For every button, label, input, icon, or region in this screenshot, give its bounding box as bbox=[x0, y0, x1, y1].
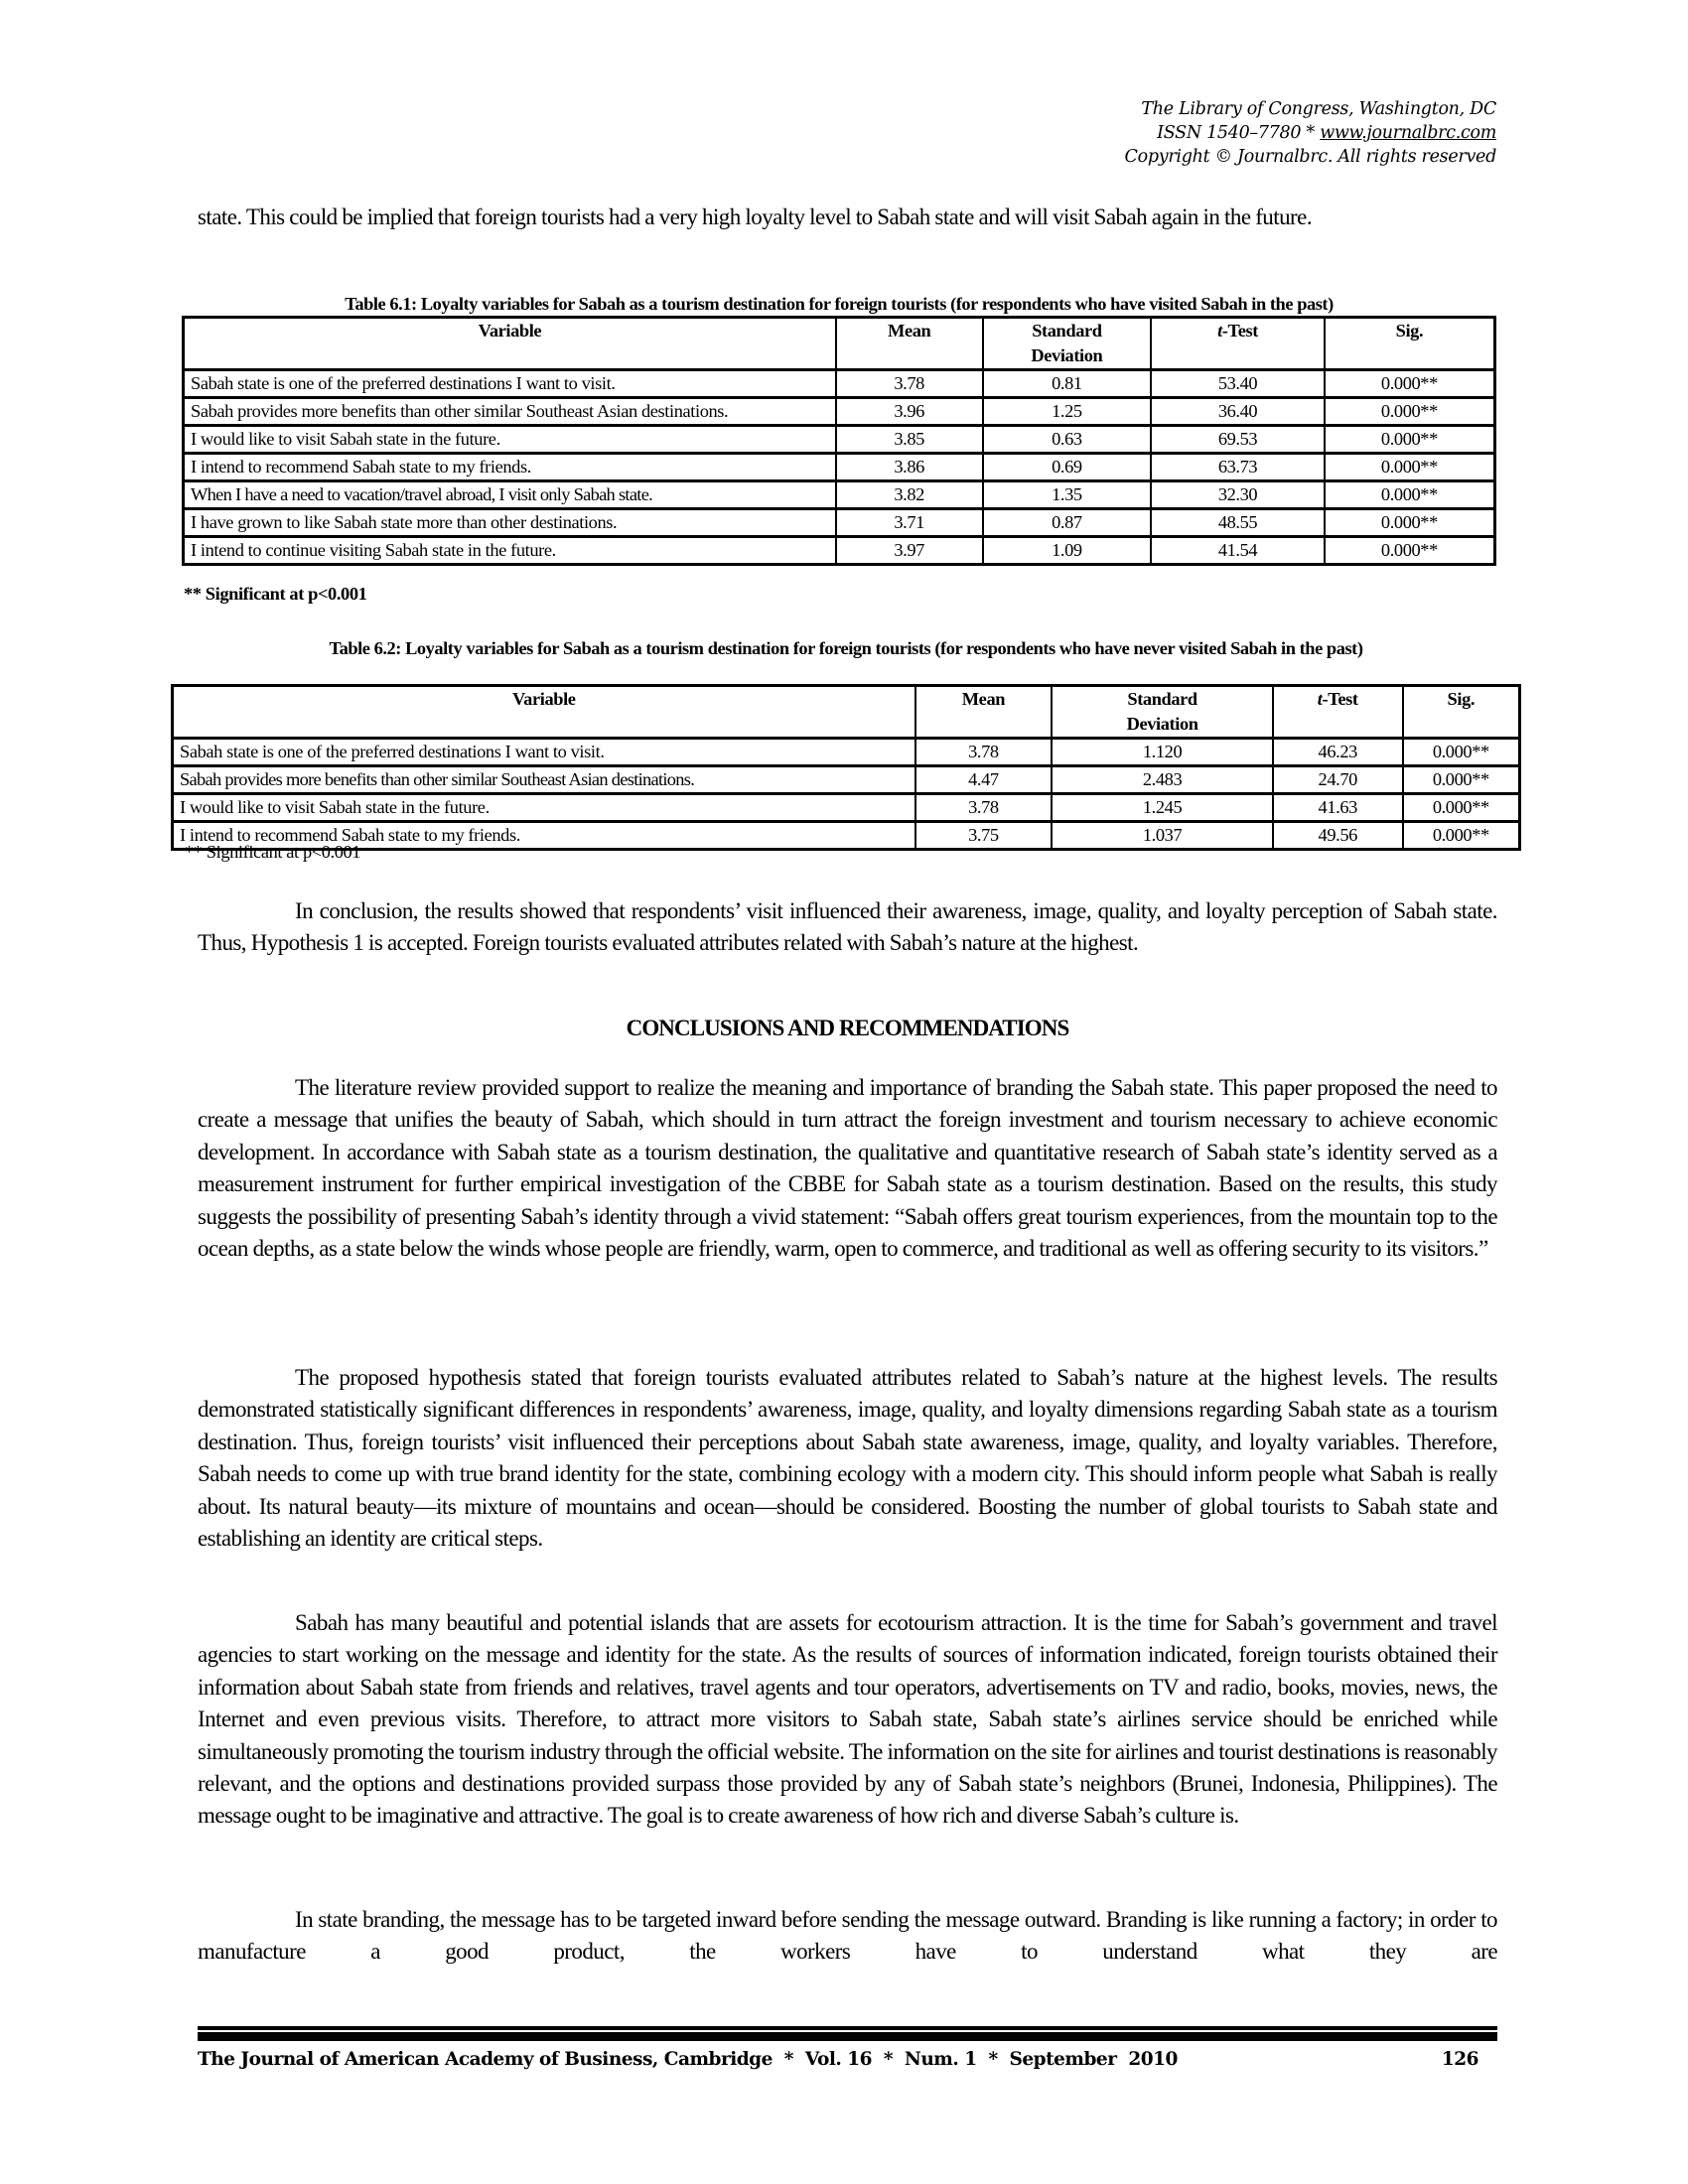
cell-t: 53.40 bbox=[1151, 370, 1325, 398]
body-paragraph-2-block bbox=[198, 1362, 1497, 1555]
table-6-1-caption: Table 6.1: Loyalty variables for Sabah as a tourism destination for foreign tourists (for respondents who have visited Sabah in the past) bbox=[345, 294, 1334, 314]
header-variable: Variable bbox=[173, 686, 915, 739]
body-paragraph: The proposed hypothesis stated that foreign tourists evaluated attributes related to Sabah’s nature at the highest levels. The results demonstrated statistically significant differences in respondents’ awareness, image, quality, and loyalty dimensions regarding Sabah state as a tourism destination. Thus, foreign tourists’ visit influenced their perceptions about Sabah state awareness, image, quality, and loyalty variables. Therefore, Sabah needs to come up with true brand identity for the state, combining ecology with a modern city. This should inform people what Sabah is really about. Its natural beauty—its mixture of mountains and ocean—should be considered. Boosting the number of global tourists to Sabah state and establishing an identity are critical steps. bbox=[198, 1365, 1497, 1552]
cell-variable: Sabah provides more benefits than other similar Southeast Asian destinations. bbox=[184, 398, 836, 426]
cell-sd: 0.69 bbox=[983, 454, 1152, 481]
table-header-row bbox=[184, 318, 1495, 370]
intro-paragraph: state. This could be implied that foreign tourists had a very high loyalty level to Sabah state and will visit Sabah again in the future. bbox=[198, 205, 1313, 229]
table-row bbox=[184, 398, 1495, 426]
cell-variable: Sabah provides more benefits than other similar Southeast Asian destinations. bbox=[173, 766, 915, 794]
cell-sd: 0.63 bbox=[983, 426, 1152, 454]
cell-sd: 2.483 bbox=[1052, 766, 1273, 794]
cell-mean: 3.71 bbox=[836, 509, 983, 537]
cell-mean: 3.96 bbox=[836, 398, 983, 426]
cell-variable: I would like to visit Sabah state in the future. bbox=[184, 426, 836, 454]
cell-t: 41.54 bbox=[1151, 537, 1325, 565]
cell-sig: 0.000** bbox=[1403, 766, 1520, 794]
journal-website-link[interactable]: www.journalbrc.com bbox=[1320, 123, 1496, 143]
cell-variable: I would like to visit Sabah state in the future. bbox=[173, 794, 915, 822]
cell-variable: Sabah state is one of the preferred destinations I want to visit. bbox=[184, 370, 836, 398]
header-sig: Sig. bbox=[1403, 686, 1520, 739]
header-standard-deviation: Standard Deviation bbox=[983, 318, 1152, 370]
cell-sd: 1.09 bbox=[983, 537, 1152, 565]
table-row bbox=[184, 537, 1495, 565]
table-6-1 bbox=[182, 316, 1496, 566]
body-paragraph: In state branding, the message has to be targeted inward before sending the message outward. Branding is like running a factory; in order to manufacture a good product, the workers have to understand what they are bbox=[198, 1907, 1497, 1965]
cell-sig: 0.000** bbox=[1325, 481, 1495, 509]
table-6-2-caption: Table 6.2: Loyalty variables for Sabah as a tourism destination for foreign tourists (for respondents who have never visited Sabah in the past) bbox=[329, 638, 1363, 658]
cell-mean: 3.85 bbox=[836, 426, 983, 454]
table-header-row bbox=[173, 686, 1520, 739]
running-head-line2 bbox=[1125, 121, 1496, 145]
cell-variable: I intend to continue visiting Sabah state in the future. bbox=[184, 537, 836, 565]
cell-mean: 3.78 bbox=[915, 794, 1053, 822]
cell-sig: 0.000** bbox=[1325, 370, 1495, 398]
running-head-line3: Copyright © Journalbrc. All rights reserved bbox=[1124, 147, 1496, 167]
header-t-test: t-Test bbox=[1273, 686, 1403, 739]
section-heading: CONCLUSIONS AND RECOMMENDATIONS bbox=[626, 1016, 1069, 1040]
cell-sd: 1.037 bbox=[1052, 822, 1273, 850]
header-mean: Mean bbox=[915, 686, 1053, 739]
cell-t: 32.30 bbox=[1151, 481, 1325, 509]
cell-sig: 0.000** bbox=[1325, 426, 1495, 454]
cell-mean: 4.47 bbox=[915, 766, 1053, 794]
cell-t: 69.53 bbox=[1151, 426, 1325, 454]
cell-sig: 0.000** bbox=[1325, 454, 1495, 481]
cell-sd: 1.35 bbox=[983, 481, 1152, 509]
cell-mean: 3.86 bbox=[836, 454, 983, 481]
cell-sig: 0.000** bbox=[1403, 822, 1520, 850]
body-paragraph-3-block bbox=[198, 1607, 1497, 1833]
cell-sig: 0.000** bbox=[1325, 509, 1495, 537]
header-sig: Sig. bbox=[1325, 318, 1495, 370]
cell-t: 63.73 bbox=[1151, 454, 1325, 481]
page-number: 126 bbox=[1441, 2049, 1478, 2070]
cell-sig: 0.000** bbox=[1403, 794, 1520, 822]
table-row bbox=[173, 766, 1520, 794]
cell-sd: 1.25 bbox=[983, 398, 1152, 426]
cell-t: 36.40 bbox=[1151, 398, 1325, 426]
cell-mean: 3.78 bbox=[836, 370, 983, 398]
cell-sd: 1.245 bbox=[1052, 794, 1273, 822]
header-variable: Variable bbox=[184, 318, 836, 370]
page-footer bbox=[198, 2049, 1478, 2070]
table-6-2-significance-note: ** Significant at p<0.001 bbox=[185, 842, 361, 862]
cell-sd: 0.87 bbox=[983, 509, 1152, 537]
conclusion-paragraph-block bbox=[198, 895, 1497, 960]
cell-variable: I have grown to like Sabah state more than other destinations. bbox=[184, 509, 836, 537]
header-mean: Mean bbox=[836, 318, 983, 370]
cell-t: 48.55 bbox=[1151, 509, 1325, 537]
footer-journal-citation: The Journal of American Academy of Business, Cambridge * Vol. 16 * Num. 1 * September 2010 bbox=[198, 2049, 1178, 2070]
running-head bbox=[1125, 97, 1496, 169]
cell-sig: 0.000** bbox=[1325, 398, 1495, 426]
cell-t: 24.70 bbox=[1273, 766, 1403, 794]
footer-rule-thin bbox=[198, 2026, 1497, 2030]
cell-variable: I intend to recommend Sabah state to my friends. bbox=[173, 822, 915, 850]
table-row bbox=[173, 822, 1520, 850]
cell-sig: 0.000** bbox=[1325, 537, 1495, 565]
cell-sd: 0.81 bbox=[983, 370, 1152, 398]
cell-variable: When I have a need to vacation/travel abroad, I visit only Sabah state. bbox=[184, 481, 836, 509]
table-row bbox=[184, 454, 1495, 481]
footer-rule-thick bbox=[198, 2032, 1497, 2041]
cell-variable: I intend to recommend Sabah state to my friends. bbox=[184, 454, 836, 481]
header-standard-deviation: Standard Deviation bbox=[1052, 686, 1273, 739]
table-row bbox=[173, 739, 1520, 766]
cell-t: 41.63 bbox=[1273, 794, 1403, 822]
cell-mean: 3.97 bbox=[836, 537, 983, 565]
cell-mean: 3.78 bbox=[915, 739, 1053, 766]
body-paragraph: Sabah has many beautiful and potential islands that are assets for ecotourism attraction. It is the time for Sabah’s government and travel agencies to start working on the message and identity for the state. As the results of sources of information indicated, foreign tourists obtained their information about Sabah state from friends and relatives, travel agents and tour operators, advertisements on TV and radio, books, movies, news, the Internet and even previous visits. Therefore, to attract more visitors to Sabah state, Sabah state’s airlines service should be enriched while simultaneously promoting the tourism industry through the official website. The information on the site for airlines and tourist destinations is reasonably relevant, and the options and destinations provided surpass those provided by any of Sabah state’s neighbors (Brunei, Indonesia, Philippines). The message ought to be imaginative and attractive. The goal is to create awareness of how rich and diverse Sabah’s culture is. bbox=[198, 1610, 1497, 1829]
table-row bbox=[184, 509, 1495, 537]
cell-mean: 3.75 bbox=[915, 822, 1053, 850]
body-paragraph-4-block bbox=[198, 1904, 1497, 1969]
issn-text: ISSN 1540–7780 * bbox=[1157, 123, 1321, 143]
cell-t: 49.56 bbox=[1273, 822, 1403, 850]
conclusion-paragraph: In conclusion, the results showed that respondents’ visit influenced their awareness, image, quality, and loyalty perception of Sabah state. Thus, Hypothesis 1 is accepted. Foreign tourists evaluated attributes related with Sabah’s nature at the highest. bbox=[198, 898, 1497, 956]
body-paragraph-1-block bbox=[198, 1072, 1497, 1265]
cell-mean: 3.82 bbox=[836, 481, 983, 509]
cell-t: 46.23 bbox=[1273, 739, 1403, 766]
table-row bbox=[184, 426, 1495, 454]
intro-paragraph-block bbox=[198, 202, 1497, 233]
cell-sig: 0.000** bbox=[1403, 739, 1520, 766]
header-t-test: t-Test bbox=[1151, 318, 1325, 370]
running-head-line1: The Library of Congress, Washington, DC bbox=[1141, 99, 1496, 119]
table-row bbox=[184, 481, 1495, 509]
table-6-1-significance-note: ** Significant at p<0.001 bbox=[184, 584, 367, 604]
table-6-2 bbox=[171, 684, 1521, 851]
table-row bbox=[184, 370, 1495, 398]
table-row bbox=[173, 794, 1520, 822]
body-paragraph: The literature review provided support to realize the meaning and importance of branding the Sabah state. This paper proposed the need to create a message that unifies the beauty of Sabah, which should in turn attract the foreign investment and tourism necessary to achieve economic development. In accordance with Sabah state as a tourism destination, the qualitative and quantitative research of Sabah state’s identity served as a measurement instrument for further empirical investigation of the CBBE for Sabah state as a tourism destination. Based on the results, this study suggests the possibility of presenting Sabah’s identity through a vivid statement: “Sabah offers great tourism experiences, from the mountain top to the ocean depths, as a state below the winds whose people are friendly, warm, open to commerce, and traditional as well as offering security to its visitors.” bbox=[198, 1075, 1497, 1262]
cell-sd: 1.120 bbox=[1052, 739, 1273, 766]
cell-variable: Sabah state is one of the preferred destinations I want to visit. bbox=[173, 739, 915, 766]
